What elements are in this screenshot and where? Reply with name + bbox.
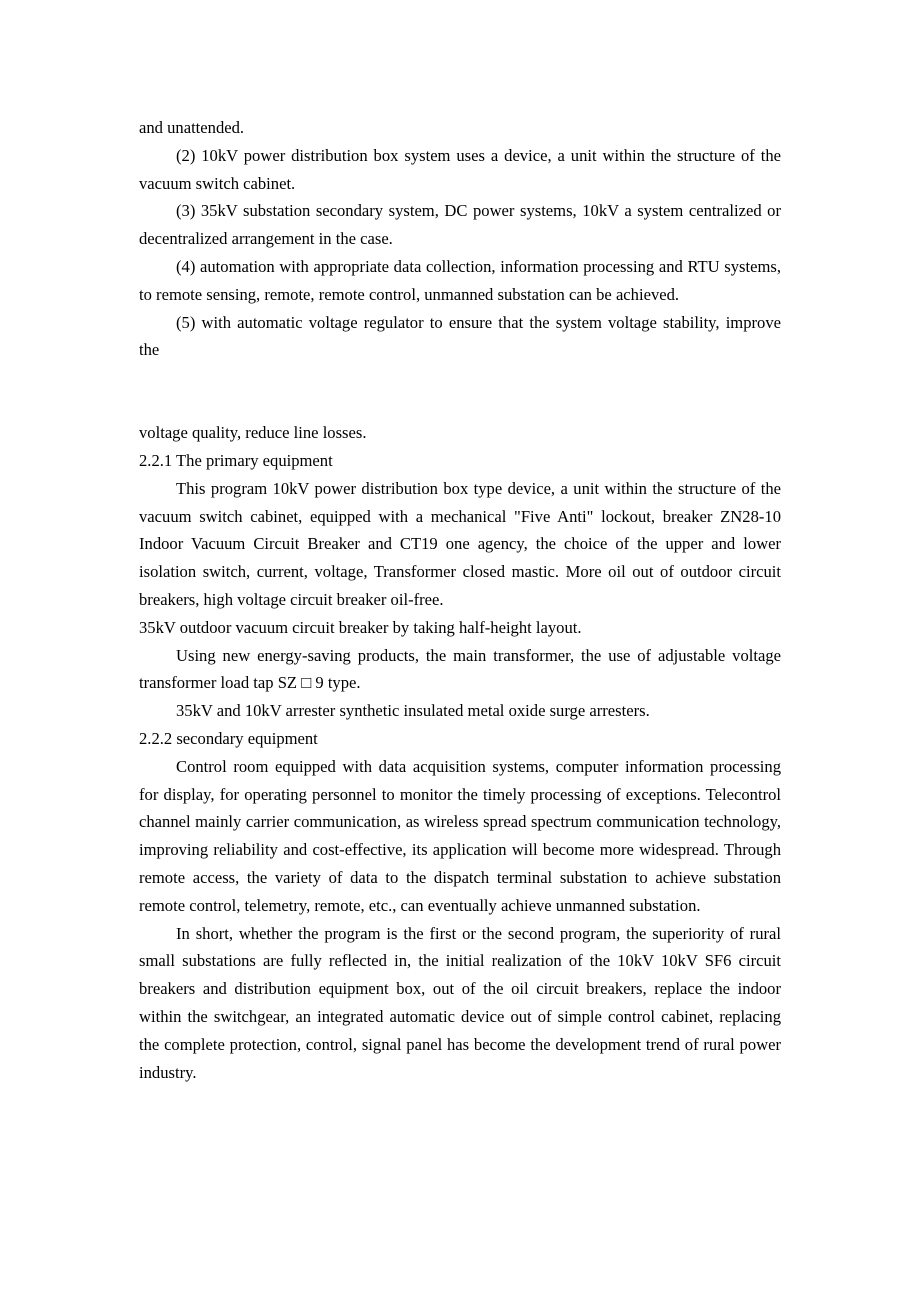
section-heading-2-2-1: 2.2.1 The primary equipment: [139, 450, 333, 470]
paragraph-secondary-2: In short, whether the program is the first or the second program, the superiority of rural small substations are fully reflected in, the initial realization of the 10kV 10kV SF6 circuit breakers and distribution equipment box, out of the oil circuit breakers, replace the indoor within the switchgear, an integrated automatic device out of simple control cabinet, replacing the complete protection, control, signal panel has become the development trend of rural power industry.: [139, 923, 781, 1082]
paragraph-item-4: (4) automation with appropriate data collection, information processing and RTU systems, to remote sensing, remote, remote control, unmanned substation can be achieved.: [139, 256, 781, 304]
section-heading-2-2-2: 2.2.2 secondary equipment: [139, 728, 318, 748]
page-break-gap: [139, 364, 781, 419]
paragraph-carryover: and unattended.: [139, 118, 245, 137]
paragraph-primary-3: 35kV and 10kV arrester synthetic insulated metal oxide surge arresters.: [176, 701, 650, 721]
paragraph-primary-2: Using new energy-saving products, the main transformer, the use of adjustable voltage transformer load tap SZ □ 9 type.: [139, 645, 781, 693]
paragraph-secondary-1: Control room equipped with data acquisition systems, computer information processing for display, for operating personnel to monitor the timely processing of exceptions. Telecontrol channel mainly carrier communication, as wireless spread spectrum communication technology, improving reliability and cost-effective, its application will become more widespread. Through remote access, the variety of data to the dispatch terminal substation to achieve substation remote control, telemetry, remote, etc., can eventually achieve unmanned substation.: [139, 756, 781, 915]
paragraph-primary-1b: 35kV outdoor vacuum circuit breaker by taking half-height layout.: [139, 617, 582, 637]
paragraph-item-2: (2) 10kV power distribution box system uses a device, a unit within the structure of the vacuum switch cabinet.: [139, 145, 781, 193]
paragraph-item-5-continued: voltage quality, reduce line losses.: [139, 423, 367, 443]
paragraph-primary-1: This program 10kV power distribution box type device, a unit within the structure of the vacuum switch cabinet, equipped with a mechanical "Five Anti" lockout, breaker ZN28-10 Indoor Vacuum Circuit Breaker and CT19 one agency, the choice of the upper and lower isolation switch, current, voltage, Transformer closed mastic. More oil out of outdoor circuit breakers, high voltage circuit breaker oil-free.: [139, 478, 781, 609]
paragraph-item-3: (3) 35kV substation secondary system, DC power systems, 10kV a system centralized or decentralized arrangement in the case.: [139, 201, 781, 249]
document-page: [139, 114, 781, 1086]
paragraph-item-5: (5) with automatic voltage regulator to ensure that the system voltage stability, improve the: [139, 312, 781, 360]
